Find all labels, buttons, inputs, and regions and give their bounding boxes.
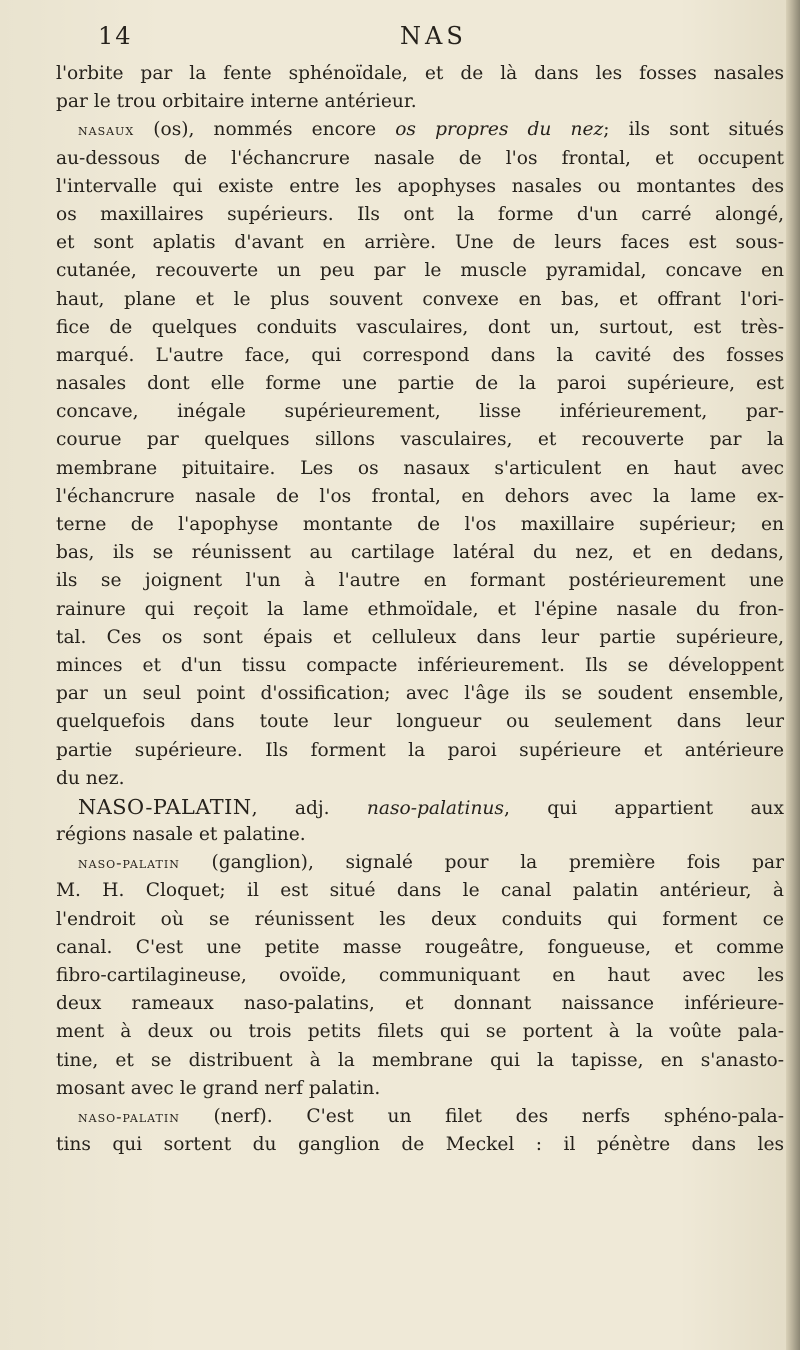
text-line: bas, ils se réunissent au cartilage latéral du nez, et en dedans, (56, 542, 784, 564)
entry-text: , qui appartient aux (503, 797, 784, 819)
entry-first-line (56, 793, 784, 821)
text-line: ils se joignent l'un à l'autre en formant postérieurement une (56, 570, 784, 592)
text-line: fibro-cartilagineuse, ovoïde, communiquant en haut avec les (56, 965, 784, 986)
entry-first-line (56, 1103, 784, 1131)
entry-headword: NASO-PALATIN (78, 794, 252, 819)
text-line: tal. Ces os sont épais et celluleux dans leur partie supérieure, (56, 626, 784, 648)
text-line: marqué. L'autre face, qui correspond dans la cavité des fosses (56, 344, 784, 366)
text-line: ment à deux ou trois petits filets qui se portent à la voûte pala- (56, 1021, 784, 1043)
entry-text: , adj. (251, 797, 367, 819)
text-line: terne de l'apophyse montante de l'os maxillaire supérieur; en (56, 514, 784, 535)
text-line: quelquefois dans toute leur longueur ou seulement dans leur (56, 711, 784, 733)
text-line: l'intervalle qui existe entre les apophyses nasales ou montantes des (56, 175, 784, 197)
text-line: nasales dont elle forme une partie de la paroi supérieure, est (56, 373, 784, 395)
italic-term: os propres du nez (395, 119, 604, 141)
text-line: canal. C'est une petite masse rougeâtre, fongueuse, et comme (56, 936, 784, 958)
text-line: l'échancrure nasale de l'os frontal, en dehors avec la lame ex- (56, 485, 784, 507)
text-line: M. H. Cloquet; il est situé dans le canal palatin antérieur, à (56, 880, 784, 902)
text-line: courue par quelques sillons vasculaires, et recouverte par la (56, 429, 784, 451)
text-line: deux rameaux naso-palatins, et donnant naissance inférieure- (56, 993, 784, 1015)
text-line: tins qui sortent du ganglion de Meckel : il pénètre dans les (56, 1134, 784, 1156)
body-text (56, 60, 784, 1159)
running-head: NAS (400, 22, 467, 50)
text-line: minces et d'un tissu compacte inférieurement. Ils se développent (56, 654, 784, 676)
page-number: 14 (98, 22, 133, 50)
entry-text: ; ils sont situés (603, 119, 784, 141)
text-line: du nez. (56, 767, 125, 789)
text-line: et sont aplatis d'avant en arrière. Une de leurs faces est sous- (56, 232, 784, 254)
text-line: l'orbite par la fente sphénoïdale, et de là dans les fosses nasales (56, 63, 784, 84)
text-line: rainure qui reçoit la lame ethmoïdale, et l'épine nasale du fron- (56, 598, 784, 620)
text-line: au-dessous de l'échancrure nasale de l'os frontal, et occupent (56, 147, 784, 169)
text-line: tine, et se distribuent à la membrane qui la tapisse, en s'anasto- (56, 1049, 784, 1071)
text-line: haut, plane et le plus souvent convexe en bas, et offrant l'ori- (56, 288, 784, 310)
text-line: membrane pituitaire. Les os nasaux s'articulent en haut avec (56, 457, 784, 479)
entry-text: (nerf). C'est un filet des nerfs sphéno-pala- (179, 1105, 784, 1127)
text-line: l'endroit où se réunissent les deux conduits qui forment ce (56, 908, 784, 930)
entry-headword: naso-palatin (78, 1106, 180, 1126)
text-line: régions nasale et palatine. (56, 824, 306, 846)
text-line: mosant avec le grand nerf palatin. (56, 1077, 381, 1099)
page-edge-shadow (786, 0, 800, 1350)
entry-text: (os), nommés encore (134, 119, 396, 141)
text-line: os maxillaires supérieurs. Ils ont la forme d'un carré alongé, (56, 203, 784, 225)
italic-term: naso-palatinus (366, 797, 504, 819)
entry-first-line (56, 849, 784, 877)
text-line: par le trou orbitaire interne antérieur. (56, 91, 417, 113)
text-line: par un seul point d'ossification; avec l'âge ils se soudent ensemble, (56, 683, 784, 705)
text-line: cutanée, recouverte un peu par le muscle pyramidal, concave en (56, 260, 784, 282)
entry-headword: nasaux (78, 120, 135, 140)
page-header (0, 22, 780, 56)
entry-text: (ganglion), signalé pour la première fois par (179, 852, 784, 874)
text-line: concave, inégale supérieurement, lisse inférieurement, par- (56, 401, 784, 423)
entry-first-line (56, 116, 784, 144)
text-line: partie supérieure. Ils forment la paroi supérieure et antérieure (56, 739, 784, 761)
entry-headword: naso-palatin (78, 853, 180, 873)
text-line: fice de quelques conduits vasculaires, dont un, surtout, est très- (56, 316, 784, 338)
